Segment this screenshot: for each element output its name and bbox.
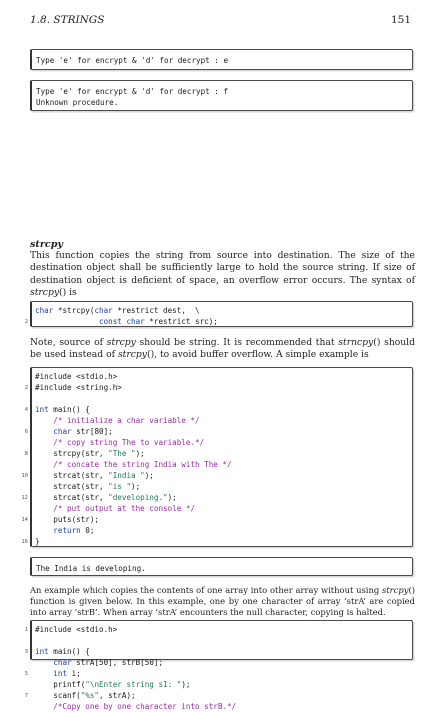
output-box-2: [30, 80, 413, 111]
paragraph-copy-example: An example which copies the contents of one array into other array without using strcpy() function is given below. In this example, one by one character of array ‘strA’ are copied into array ‘strB’. When array ‘strA’ encounters the null character, copying is halted.: [30, 585, 415, 618]
line-number: 3: [24, 649, 28, 655]
line-number: 14: [21, 517, 28, 523]
output-box-3: [30, 557, 413, 576]
code-line: /* initialize a char variable */: [53, 416, 200, 425]
paragraph-strcpy-intro: This function copies the string from source into destination. The size of the destination object shall be sufficiently large to hold the source string. If size of destination object is deficient of space, an overflow error occurs. The syntax of strcpy() is: [30, 250, 415, 299]
code-line: strcat(str, "is ");: [35, 482, 141, 491]
line-number: 12: [21, 495, 28, 501]
code-line: [35, 635, 412, 646]
code-line: 6 char str[80];: [35, 426, 412, 437]
code-line: /*Copy one by one character into strB.*/: [53, 702, 237, 711]
code-line: 8 strcpy(str, "The ");: [35, 448, 412, 459]
code-line: 2 const char *restrict src);: [35, 316, 412, 327]
code-line: [35, 393, 412, 404]
code-box-copy: [24, 620, 413, 711]
code-line: char *strcpy(char *restrict dest, \: [35, 306, 200, 315]
code-line: 3 int main() {: [35, 646, 412, 657]
page-header: [30, 14, 411, 30]
line-number: 2: [24, 319, 28, 325]
code-line: printf("\nEnter string s1: ");: [35, 680, 191, 689]
code-line: #include <stdio.h>: [35, 372, 118, 381]
code-line: 4 int main() {: [35, 404, 412, 415]
code-line: /* put output at the console */: [53, 504, 196, 513]
output-line: Type 'e' for encrypt & 'd' for decrypt : e: [36, 56, 229, 65]
code-line: /* concate the string India with The */: [53, 460, 232, 469]
code-line: /* copy string The to variable.*/: [53, 438, 205, 447]
line-number: 1: [24, 627, 28, 633]
line-number: 10: [21, 473, 28, 479]
output-line: The India is developing.: [36, 564, 146, 573]
line-number: 4: [24, 407, 28, 413]
code-line: 1 #include <stdio.h>: [35, 624, 412, 635]
output-box-1: [30, 49, 413, 70]
line-number: 6: [24, 429, 28, 435]
code-line: 16 }: [35, 536, 412, 547]
line-number: 5: [24, 671, 28, 677]
code-box-example: [21, 367, 413, 547]
code-line: 10 strcat(str, "India ");: [35, 470, 412, 481]
code-line: 12 strcat(str, "developing.");: [35, 492, 412, 503]
code-line: 7 scanf("%s", strA);: [35, 690, 412, 701]
output-line: Type 'e' for encrypt & 'd' for decrypt : f: [36, 87, 229, 96]
paragraph-strcpy-note: Note, source of strcpy should be string. It is recommended that strncpy() should be used instead of strcpy(), to avoid buffer overflow. A simple example is: [30, 337, 415, 361]
page-number: 151: [390, 14, 411, 26]
output-line: Unknown procedure.: [36, 98, 119, 107]
code-line: 2 #include <string.h>: [35, 382, 412, 393]
section-heading: strcpy: [30, 239, 64, 250]
section-title: 1.8. STRINGS: [30, 14, 105, 26]
code-line: 14 puts(str);: [35, 514, 412, 525]
code-line: char strA[50], strB[50];: [53, 658, 164, 667]
code-line: return 0;: [53, 526, 95, 535]
line-number: 2: [24, 385, 28, 391]
code-line: 5 int i;: [35, 668, 412, 679]
line-number: 8: [24, 451, 28, 457]
line-number: 7: [24, 693, 28, 699]
line-number: 16: [21, 539, 28, 545]
code-box-syntax: [24, 301, 413, 327]
